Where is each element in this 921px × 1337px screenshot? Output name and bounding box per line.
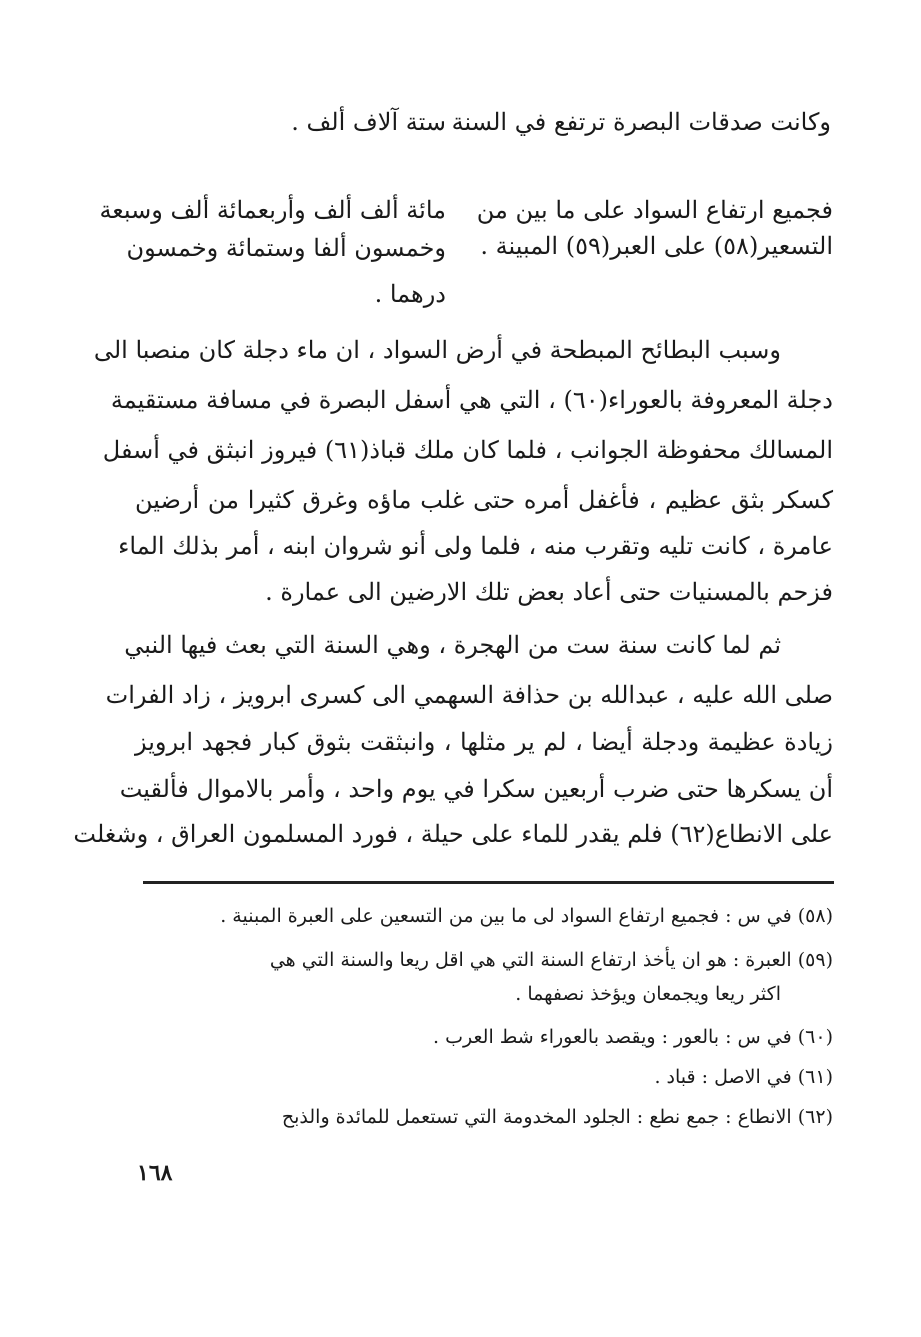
header-right-text: وكانت صدقات البصرة ترتفع في السنة <box>451 108 831 136</box>
para2-line-1: ثم لما كانت سنة ست من الهجرة ، وهي السنة التي بعث فيها النبي <box>124 631 781 659</box>
para2-line-3: زيادة عظيمة ودجلة أيضا ، لم ير مثلها ، وانبثقت بثوق كبار فجهد ابرويز <box>135 728 833 756</box>
para1-line-2: دجلة المعروفة بالعوراء(٦٠) ، التي هي أسفل البصرة في مسافة مستقيمة <box>110 386 833 414</box>
two-col-left-line-2: وخمسون ألفا وستمائة وخمسون <box>126 234 446 262</box>
para1-line-5: عامرة ، كانت تليه وتقرب منه ، فلما ولى أنو شروان ابنه ، أمر بذلك الماء <box>118 532 833 560</box>
para1-line-6: فزحم بالمسنيات حتى أعاد بعض تلك الارضين الى عمارة . <box>265 578 833 606</box>
two-col-right-line-1: فجميع ارتفاع السواد على ما بين من <box>476 196 833 224</box>
two-col-left-line-3: درهما . <box>374 280 446 308</box>
para1-line-4: كسكر بثق عظيم ، فأغفل أمره حتى غلب ماؤه وغرق كثيرا من أرضين <box>135 486 833 514</box>
footnote-61: (٦١) في الاصل : قباد . <box>654 1066 833 1088</box>
page-number: ١٦٨ <box>137 1160 173 1186</box>
footnote-59-continued: اكثر ريعا ويجمعان ويؤخذ نصفهما . <box>515 983 781 1005</box>
para1-line-1: وسبب البطائح المبطحة في أرض السواد ، ان ماء دجلة كان منصبا الى <box>93 336 781 364</box>
two-col-right-line-2: التسعير(٥٨) على العبر(٥٩) المبينة . <box>480 232 833 260</box>
para2-line-2: صلى الله عليه ، عبدالله بن حذافة السهمي الى كسرى ابرويز ، زاد الفرات <box>105 681 833 709</box>
footnote-59: (٥٩) العبرة : هو ان يأخذ ارتفاع السنة التي هي اقل ريعا والسنة التي هي <box>269 949 833 971</box>
footnote-60: (٦٠) في س : بالعور : ويقصد بالعوراء شط العرب . <box>433 1026 833 1048</box>
footnote-62: (٦٢) الانطاع : جمع نطع : الجلود المخدومة التي تستعمل للمائدة والذبح <box>281 1106 833 1128</box>
two-col-left-line-1: مائة ألف ألف وأربعمائة ألف وسبعة <box>99 196 446 224</box>
para2-line-5: على الانطاع(٦٢) فلم يقدر للماء على حيلة ، فورد المسلمون العراق ، وشغلت <box>73 820 833 848</box>
header-left-text: ستة آلاف ألف . <box>291 108 446 136</box>
para2-line-4: أن يسكرها حتى ضرب أربعين سكرا في يوم واحد ، وأمر بالاموال فألقيت <box>119 775 833 803</box>
footnote-58: (٥٨) في س : فجميع ارتفاع السواد لى ما بين من التسعين على العبرة المبنية . <box>220 905 833 927</box>
para1-line-3: المسالك محفوظة الجوانب ، فلما كان ملك قباذ(٦١) فيروز انبثق في أسفل <box>102 436 833 464</box>
footnote-separator <box>143 881 834 884</box>
